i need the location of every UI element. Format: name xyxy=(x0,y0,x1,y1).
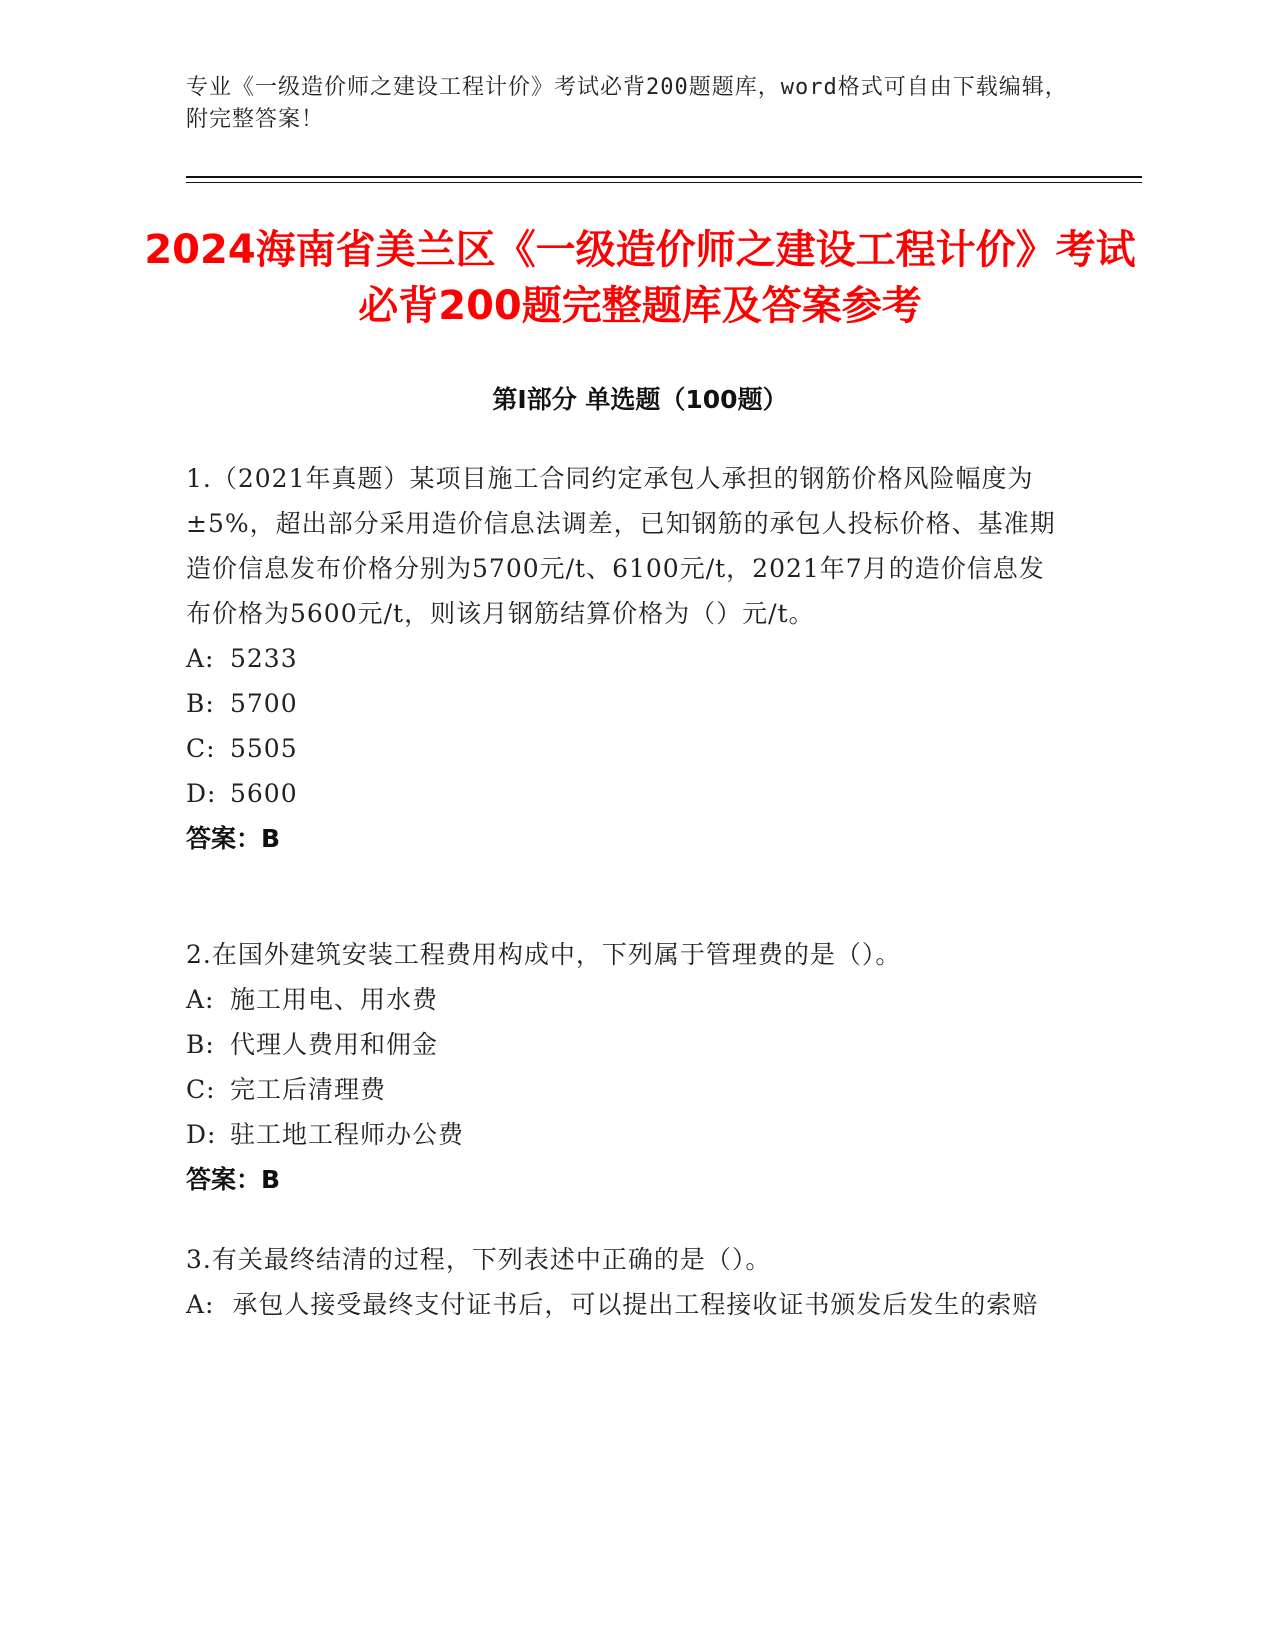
section-heading: 第I部分 单选题（100题） xyxy=(492,385,788,414)
option-label: A: xyxy=(186,1290,215,1319)
question-text: 3.有关最终结清的过程，下列表述中正确的是（）。 xyxy=(186,1245,772,1274)
option-label: B: xyxy=(186,1030,215,1059)
question-text: 1.（2021年真题）某项目施工合同约定承包人承担的钢筋价格风险幅度为±5%，超出部分采用造价信息法调差，已知钢筋的承包人投标价格、基准期造价信息发布价格分别为5700元/t、6100元/t，2021年7月的造价信息发布价格为5600元/t，则该月钢筋结算价格为（）元/t。 xyxy=(186,464,1056,628)
option-label: D: xyxy=(186,1120,217,1149)
option-a xyxy=(186,636,1066,681)
option-label: D: xyxy=(186,779,217,808)
option-label: A: xyxy=(186,644,215,673)
header-divider xyxy=(186,176,1142,178)
option-text: 5233 xyxy=(230,644,298,673)
question-2 xyxy=(186,932,1066,1202)
option-text: 完工后清理费 xyxy=(230,1075,387,1104)
answer-line: 答案：B xyxy=(186,824,281,853)
document-title: 2024海南省美兰区《一级造价师之建设工程计价》考试必背200题完整题库及答案参考 xyxy=(144,227,1136,329)
question-text: 2.在国外建筑安装工程费用构成中，下列属于管理费的是（）。 xyxy=(186,940,902,969)
option-a xyxy=(186,1282,1066,1327)
answer-line: 答案：B xyxy=(186,1165,281,1194)
header-divider-thin xyxy=(186,182,1142,183)
option-text: 代理人费用和佣金 xyxy=(230,1030,439,1059)
option-text: 5505 xyxy=(230,734,298,763)
option-c xyxy=(186,726,1066,771)
option-text: 驻工地工程师办公费 xyxy=(230,1120,465,1149)
option-a xyxy=(186,977,1066,1022)
option-text: 施工用电、用水费 xyxy=(230,985,439,1014)
option-label: A: xyxy=(186,985,215,1014)
header-note: 专业《一级造价师之建设工程计价》考试必背200题题库，word格式可自由下载编辑，附完整答案！ xyxy=(186,75,1068,132)
option-label: B: xyxy=(186,689,215,718)
option-d xyxy=(186,771,1066,816)
option-text: 5700 xyxy=(230,689,298,718)
option-b xyxy=(186,681,1066,726)
option-d xyxy=(186,1112,1066,1157)
option-c xyxy=(186,1067,1066,1112)
question-1 xyxy=(186,456,1066,861)
option-text: 5600 xyxy=(230,779,298,808)
option-label: C: xyxy=(186,734,216,763)
question-3 xyxy=(186,1237,1066,1327)
option-label: C: xyxy=(186,1075,216,1104)
option-b xyxy=(186,1022,1066,1067)
option-text: 承包人接受最终支付证书后，可以提出工程接收证书颁发后发生的索赔 xyxy=(232,1290,1039,1319)
